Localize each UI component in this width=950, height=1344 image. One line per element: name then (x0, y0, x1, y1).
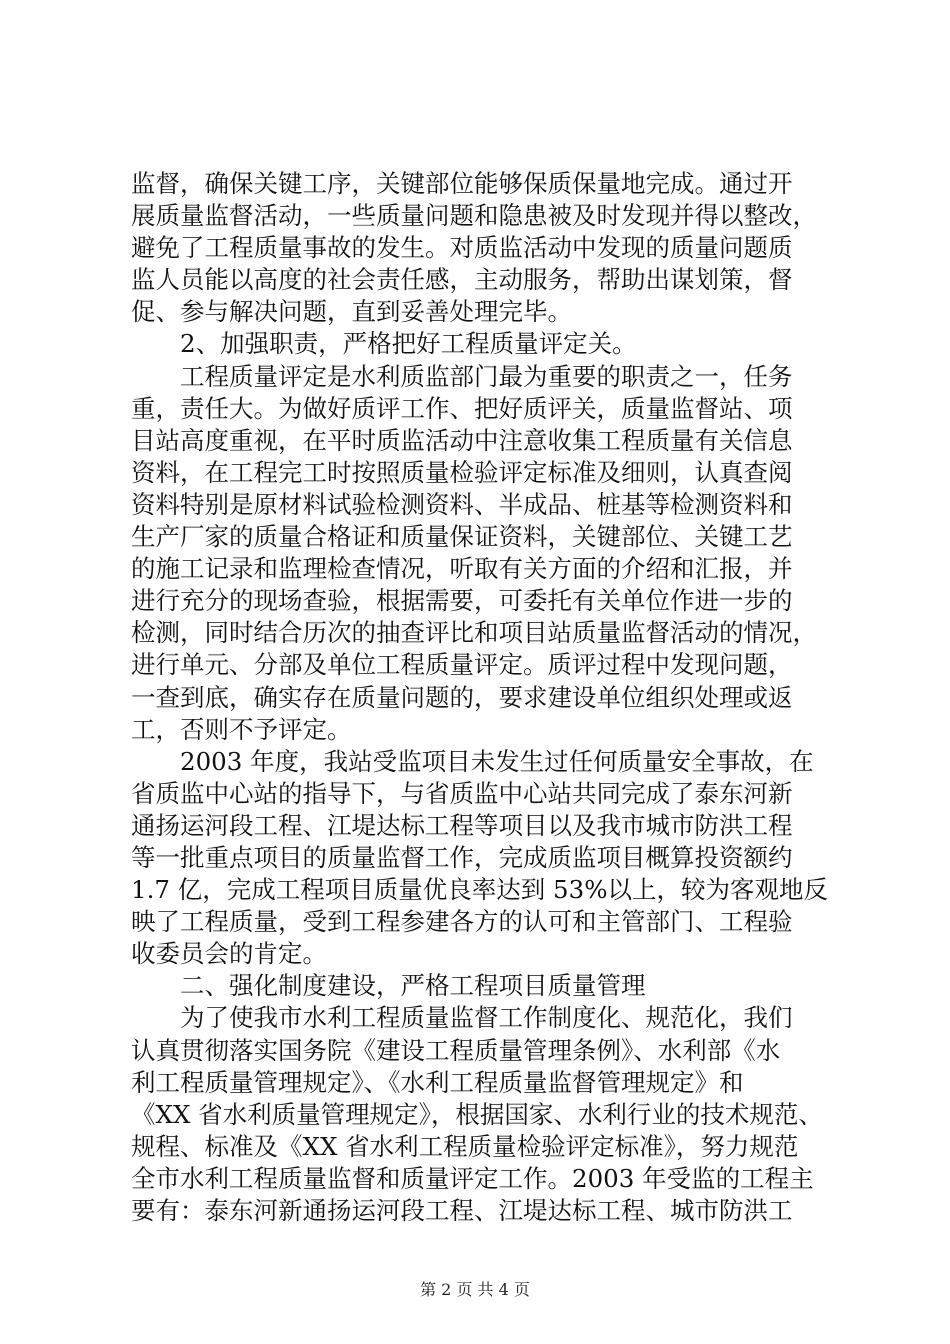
text-line: 工，否则不予评定。 (131, 714, 352, 744)
text-line: 资料，在工程完工时按照质量检验评定标准及细则，认真查阅 (131, 457, 793, 487)
text-line: 工程质量评定是水利质监部门最为重要的职责之一，任务 (131, 361, 793, 391)
text-line: 一查到底，确实存在质量问题的，要求建设单位组织处理或返 (131, 682, 793, 712)
text-line: 2、加强职责，严格把好工程质量评定关。 (131, 329, 637, 359)
text-line: 映了工程质量，受到工程参建各方的认可和主管部门、工程验 (131, 907, 793, 937)
text-line: 资料特别是原材料试验检测资料、半成品、桩基等检测资料和 (131, 489, 793, 519)
text-line: 促、参与解决问题，直到妥善处理完毕。 (131, 297, 572, 327)
text-line: 通扬运河段工程、江堤达标工程等项目以及我市城市防洪工程 (131, 810, 793, 840)
text-line: 全市水利工程质量监督和质量评定工作。2003 年受监的工程主 (131, 1163, 814, 1193)
text-line: 监人员能以高度的社会责任感，主动服务，帮助出谋划策，督 (131, 265, 793, 295)
text-line: 检测，同时结合历次的抽查评比和项目站质量监督活动的情况， (131, 618, 817, 648)
body-text (131, 168, 831, 1227)
text-line: 进行单元、分部及单位工程质量评定。质评过程中发现问题， (131, 650, 793, 680)
text-line: 目站高度重视，在平时质监活动中注意收集工程质量有关信息 (131, 425, 793, 455)
text-line: 利工程质量管理规定》、《水利工程质量监督管理规定》和 (131, 1067, 744, 1097)
text-line: 2003 年度，我站受监项目未发生过任何质量安全事故，在 (131, 746, 814, 776)
text-line: 生产厂家的质量合格证和质量保证资料，关键部位、关键工艺 (131, 522, 793, 552)
text-line: 认真贯彻落实国务院《建设工程质量管理条例》、水利部《水 (131, 1035, 781, 1065)
page-footer: 第 2 页 共 4 页 (420, 1280, 530, 1299)
text-line: 等一批重点项目的质量监督工作，完成质监项目概算投资额约 (131, 842, 793, 872)
text-line: 要有：泰东河新通扬运河段工程、江堤达标工程、城市防洪工 (131, 1196, 793, 1225)
text-line: 的施工记录和监理检查情况，听取有关方面的介绍和汇报，并 (131, 554, 793, 584)
text-line: 1.7 亿，完成工程项目质量优良率达到 53%以上，较为客观地反 (131, 875, 828, 905)
text-line: 为了使我市水利工程质量监督工作制度化、规范化，我们 (131, 1003, 793, 1033)
text-line: 监督，确保关键工序，关键部位能够保质保量地完成。通过开 (131, 169, 793, 198)
text-line: 展质量监督活动，一些质量问题和隐患被及时发现并得以整改， (131, 201, 817, 231)
text-line: 省质监中心站的指导下，与省质监中心站共同完成了泰东河新 (131, 778, 793, 808)
text-line: 进行充分的现场查验，根据需要，可委托有关单位作进一步的 (131, 586, 793, 616)
text-line: 二、强化制度建设，严格工程项目质量管理 (131, 971, 646, 1001)
text-line: 避免了工程质量事故的发生。对质监活动中发现的质量问题质 (131, 233, 793, 263)
text-line: 收委员会的肯定。 (131, 939, 327, 969)
text-line: 规程、标准及《XX 省水利工程质量检验评定标准》，努力规范 (131, 1131, 799, 1161)
text-line: 重，责任大。为做好质评工作、把好质评关，质量监督站、项 (131, 393, 793, 423)
text-line: 《XX 省水利质量管理规定》，根据国家、水利行业的技术规范、 (131, 1099, 823, 1129)
